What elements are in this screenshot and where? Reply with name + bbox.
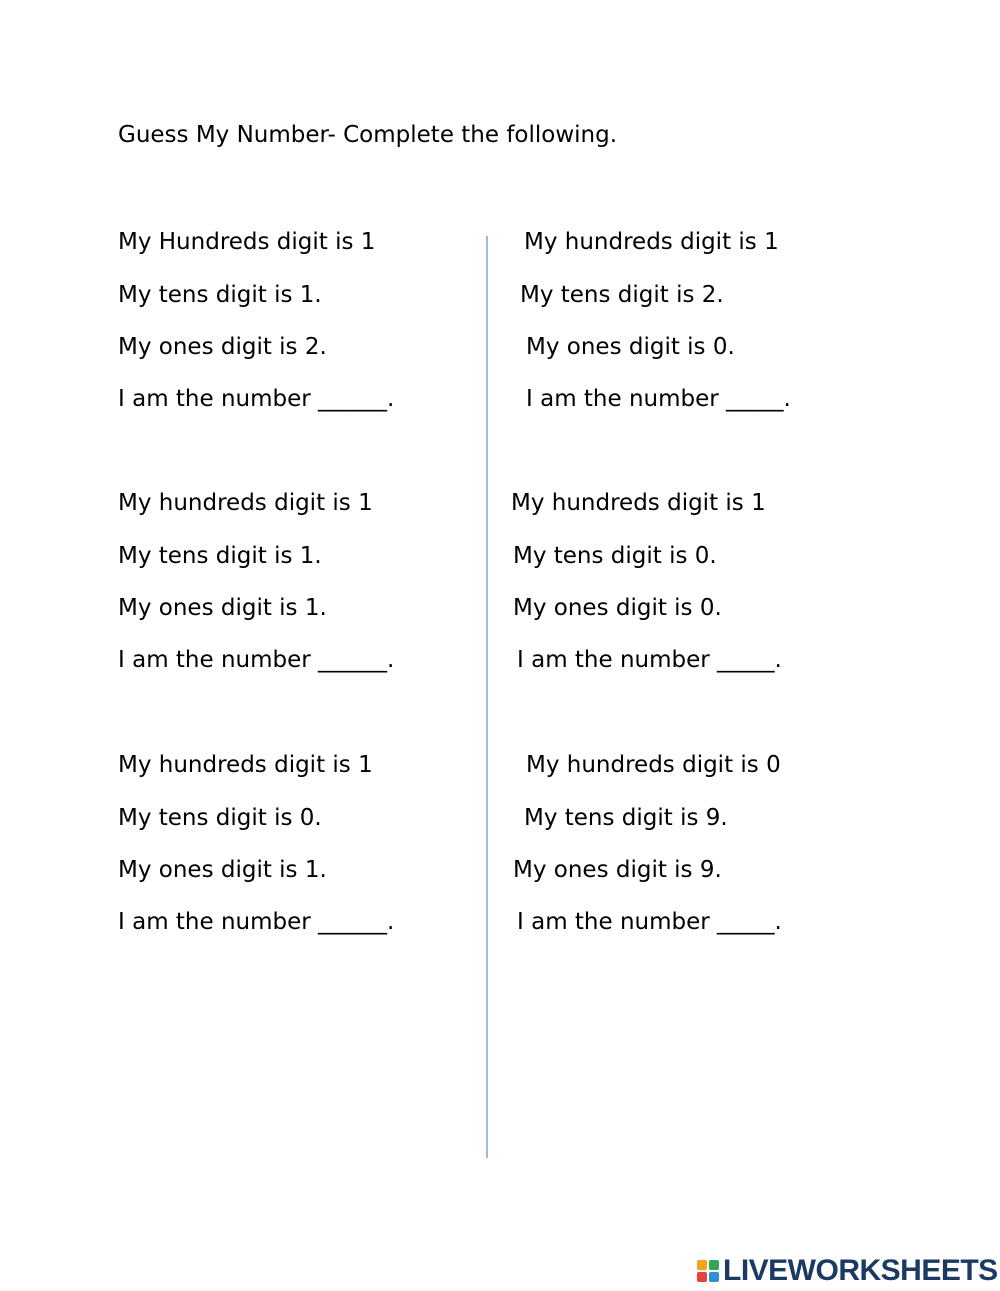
right-block-3-answer-line: I am the number _____. [517, 909, 782, 935]
right-block-1-line-3: My ones digit is 0. [526, 334, 735, 360]
left-block-3-line-1: My hundreds digit is 1 [118, 752, 373, 778]
left-block-1-line-3: My ones digit is 2. [118, 334, 327, 360]
logo-square-green [709, 1260, 719, 1270]
left-block-2-line-3: My ones digit is 1. [118, 595, 327, 621]
left-block-3-line-3: My ones digit is 1. [118, 857, 327, 883]
left-block-3-answer-line: I am the number ______. [118, 909, 395, 935]
left-block-1-line-1: My Hundreds digit is 1 [118, 229, 376, 255]
left-block-2-line-1: My hundreds digit is 1 [118, 490, 373, 516]
logo-square-orange [697, 1260, 707, 1270]
right-block-2-line-2: My tens digit is 0. [513, 543, 717, 569]
liveworksheets-logo [697, 1256, 998, 1286]
right-block-2-answer-line: I am the number _____. [517, 647, 782, 673]
right-block-3-line-1: My hundreds digit is 0 [526, 752, 781, 778]
liveworksheets-logo-icon [697, 1260, 719, 1282]
left-block-1-line-2: My tens digit is 1. [118, 282, 322, 308]
right-block-2-line-1: My hundreds digit is 1 [511, 490, 766, 516]
right-block-3-line-3: My ones digit is 9. [513, 857, 722, 883]
logo-square-red [697, 1272, 707, 1282]
left-block-3-line-2: My tens digit is 0. [118, 805, 322, 831]
column-divider [486, 236, 488, 1158]
logo-square-blue [709, 1272, 719, 1282]
left-block-1-answer-line: I am the number ______. [118, 386, 395, 412]
brand-name: LIVEWORKSHEETS [723, 1254, 998, 1287]
right-block-2-line-3: My ones digit is 0. [513, 595, 722, 621]
left-block-2-answer-line: I am the number ______. [118, 647, 395, 673]
left-block-2-line-2: My tens digit is 1. [118, 543, 322, 569]
right-block-1-answer-line: I am the number _____. [526, 386, 791, 412]
right-block-3-line-2: My tens digit is 9. [524, 805, 728, 831]
right-block-1-line-1: My hundreds digit is 1 [524, 229, 779, 255]
worksheet-title: Guess My Number- Complete the following. [118, 122, 618, 148]
right-block-1-line-2: My tens digit is 2. [520, 282, 724, 308]
